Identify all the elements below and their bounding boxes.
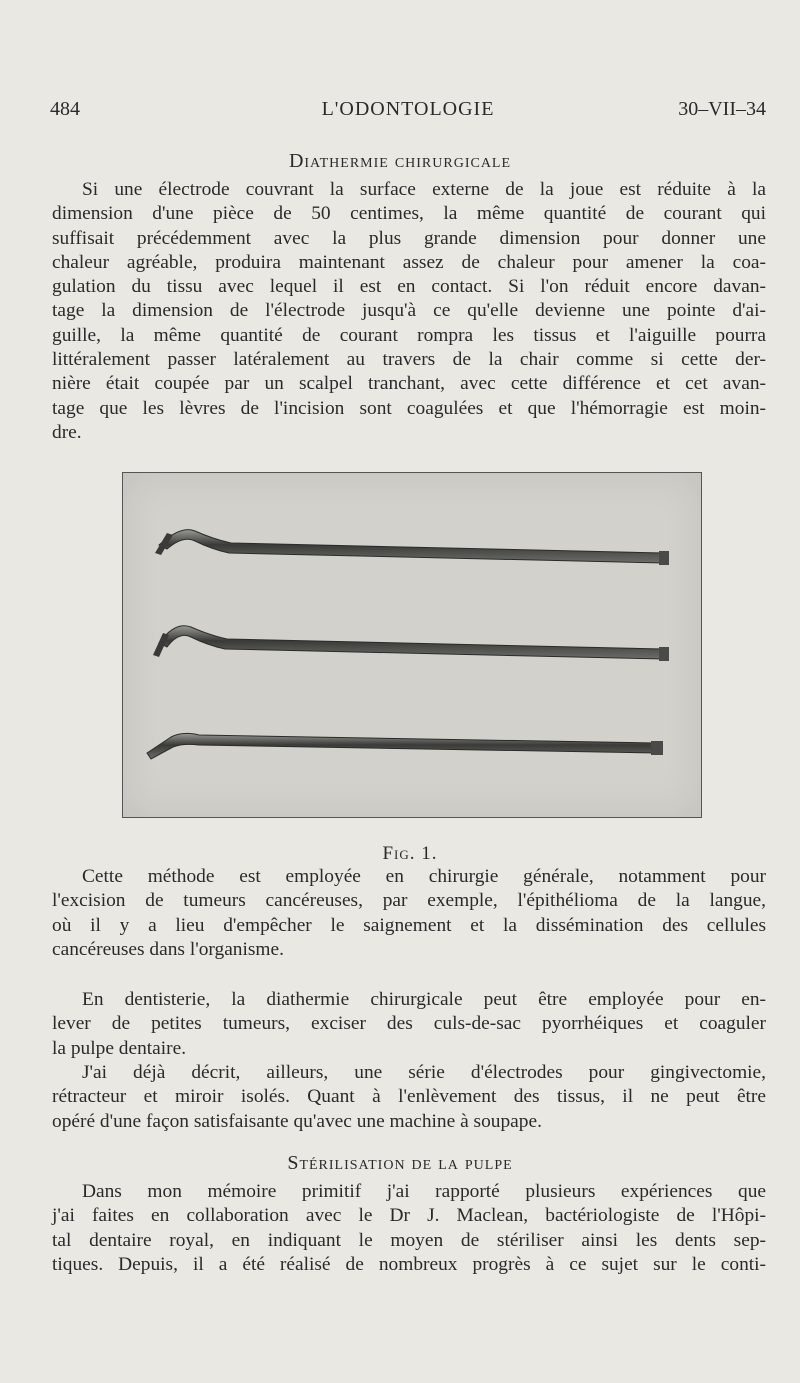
text-line: lever de petites tumeurs, exciser des culs-de-sac pyorrhéiques et coaguler [52,1013,766,1035]
running-head [50,98,766,126]
electrode-2 [153,626,669,661]
paragraph-sterilisation [52,1180,766,1277]
paragraph-electrodes [52,1061,766,1134]
text-line: opéré d'une façon satisfaisante qu'avec une machine à soupape. [52,1110,542,1132]
text-line: chaleur agréable, produira maintenant assez de chaleur pour amener la coa- [52,251,766,273]
text-line: tage que les lèvres de l'incision sont coagulées et que l'hémorragie est moin- [52,397,766,419]
text-line: nière était coupée par un scalpel tranchant, avec cette différence et cet avan- [52,373,766,395]
journal-title: L'ODONTOLOGIE [321,98,495,120]
text-line: l'excision de tumeurs cancéreuses, par exemple, l'épithélioma de la langue, [52,890,766,912]
text-line: littéralement passer latéralement au travers de la chair comme si cette der- [52,349,766,371]
text-line: Cette méthode est employée en chirurgie générale, notamment pour [82,866,766,887]
text-line: tiques. Depuis, il a été réalisé de nombreux progrès à ce sujet sur le conti- [52,1253,766,1275]
text-line: la pulpe dentaire. [52,1037,187,1059]
text-line: tage la dimension de l'électrode jusqu'à ce qu'elle devienne une pointe d'ai- [52,300,766,322]
electrodes-illustration [123,473,701,817]
text-line: tal dentaire royal, en indiquant le moyen de stériliser ainsi les dents sep- [52,1229,766,1251]
section-title-diathermie: Diathermie chirurgicale [288,150,512,172]
section-title-sterilisation: Stérilisation de la pulpe [287,1152,513,1174]
page-number: 484 [50,98,80,120]
issue-date: 30–VII–34 [678,98,766,120]
paragraph-chirurgie-generale [52,865,766,962]
text-line: dimension d'une pièce de 50 centimes, la même quantité de courant qui [52,203,766,225]
text-line: Dans mon mémoire primitif j'ai rapporté plusieurs expériences que [82,1181,766,1202]
figure-caption: Fig. 1. [382,843,438,864]
text-line: suffisait précédemment avec la plus grande dimension pour donner une [52,227,766,249]
text-line: rétracteur et miroir isolés. Quant à l'enlèvement des tissus, il ne peut être [52,1086,766,1108]
figure-electrodes-photo [122,472,702,818]
electrode-1 [155,530,669,565]
text-line: cancéreuses dans l'organisme. [52,938,284,960]
text-line: gulation du tissu avec lequel il est en contact. Si l'on réduit encore davan- [52,276,766,298]
paragraph-diathermie [52,178,766,445]
paragraph-dentisterie [52,988,766,1061]
text-line: guille, la même quantité de courant rompra les tissus et l'aiguille pourra [52,324,766,346]
electrode-3 [147,733,663,759]
text-line: Si une électrode couvrant la surface externe de la joue est réduite à la [82,179,766,200]
text-line: j'ai faites en collaboration avec le Dr J. Maclean, bactériologiste de l'Hôpi- [52,1205,766,1227]
text-line: J'ai déjà décrit, ailleurs, une série d'électrodes pour gingivectomie, [82,1062,766,1083]
text-line: où il y a lieu d'empêcher le saignement et la dissémination des cellules [52,914,766,936]
text-line: En dentisterie, la diathermie chirurgicale peut être employée pour en- [82,989,766,1010]
text-line: dre. [52,421,82,443]
